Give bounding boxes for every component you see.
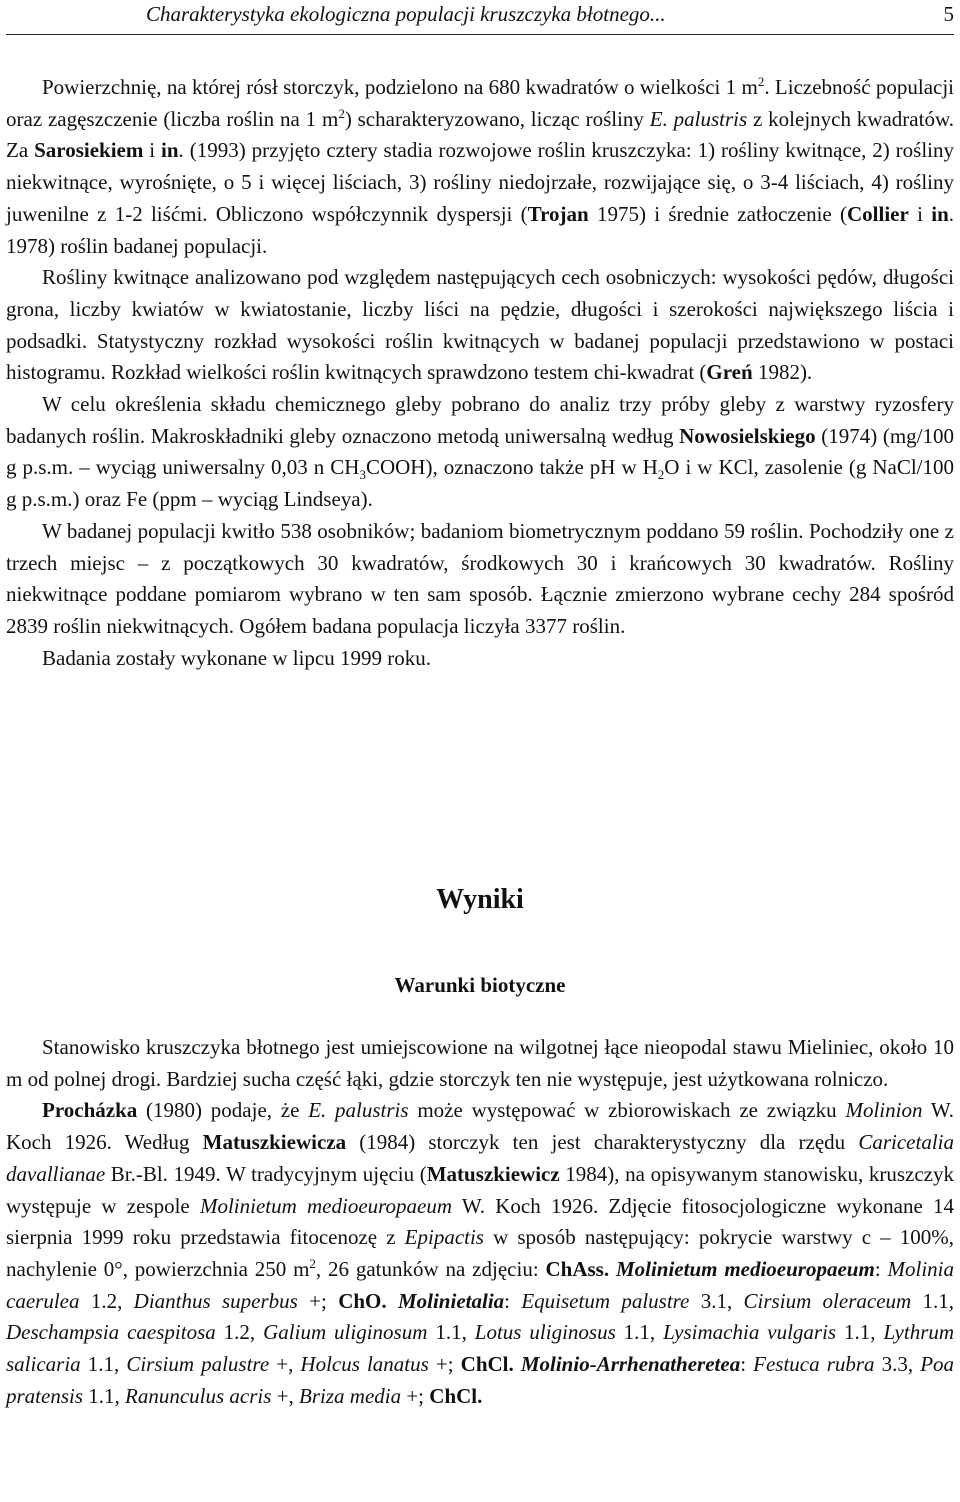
text-run: COOH), oznaczono także pH w H (365, 455, 658, 480)
text-run: ChCl. (460, 1352, 514, 1377)
methods-paragraph-3 (6, 389, 954, 516)
text-run: : (874, 1256, 888, 1281)
text-run: . 1978) roślin badanej populacji. (6, 201, 954, 258)
text-run: 1.2, (215, 1320, 264, 1345)
text-run: Poa pratensis (6, 1352, 955, 1408)
text-run: Holcus lanatus (300, 1352, 429, 1377)
methods-paragraph-2 (6, 262, 954, 389)
text-run: Br.-Bl. 1949. W tradycyjnym ujęciu ( (105, 1161, 427, 1186)
text-run: ChAss. (545, 1256, 610, 1281)
text-run (514, 1352, 521, 1376)
text-run (387, 1289, 398, 1313)
text-run: 1975) i średnie zatłoczenie ( (588, 201, 848, 226)
text-run: Badania zostały wykonane w lipcu 1999 roku. (42, 645, 431, 670)
methods-section (6, 72, 954, 674)
text-run: Ranunculus acris (125, 1383, 272, 1408)
text-run: 1.1, (911, 1288, 955, 1313)
text-run: Matuszkiewicza (202, 1130, 347, 1155)
text-run: Greń (706, 360, 753, 385)
text-run: 2 (657, 467, 665, 483)
page-number: 5 (943, 2, 954, 26)
section-title-results: Wyniki (436, 884, 524, 915)
text-run: +; (428, 1352, 461, 1377)
subsection-title-biotic: Warunki biotyczne (394, 973, 566, 997)
text-run: (1984) storczyk ten jest charakterystyczny dla rzędu (346, 1130, 859, 1155)
text-run: Stanowisko kruszczyka błotnego jest umiejscowione na wilgotnej łące nieopodal stawu Mieliniec, około 10 m od polnej drogi. Bardziej sucha część łąki, gdzie storczyk ten nie występuje, jest użytkowana rolniczo. (6, 1035, 954, 1091)
text-run: 3.1, (689, 1288, 744, 1313)
text-run: Lysimachia vulgaris (663, 1320, 837, 1345)
text-run: Rośliny kwitnące analizowano pod względem następujących cech osobniczych: wysokości pędów, długości grona, liczby kwiatów w kwiatostanie, liczby liści na pędzie, długości i szerokości największego liścia i podsadki. Statystyczny rozkład wysokości roślin kwitnących w badanej populacji przedstawiono w postaci histogramu. Rozkład wielkości roślin kwitnących sprawdzono testem chi-kwadrat ( (6, 265, 954, 385)
text-run: Epipactis (404, 1225, 484, 1250)
text-run: Molinia caerulea (6, 1256, 955, 1313)
text-run: in (161, 138, 179, 163)
text-run: : (740, 1352, 754, 1377)
text-run: . Liczebność populacji oraz zagęszczenie (liczba roślin na 1 m (6, 75, 954, 131)
text-run: Matuszkiewicz (426, 1161, 560, 1186)
text-run: Powierzchnię, na której rósł storczyk, podzielono na 680 kwadratów o wielkości 1 m (42, 75, 758, 99)
text-run: +, (271, 1383, 300, 1408)
methods-paragraph-5 (6, 643, 954, 675)
text-run: +; (297, 1288, 339, 1313)
text-run: 3 (359, 467, 366, 483)
text-run: Collier (847, 201, 909, 226)
text-run: 3.3, (874, 1352, 921, 1377)
text-run: E. palustris (649, 106, 748, 131)
text-run: Briza media (299, 1383, 402, 1408)
text-run: ) scharakteryzowano, licząc rośliny (344, 106, 650, 131)
text-run: 2 (338, 105, 345, 121)
text-run: Cirsium palustre (126, 1352, 270, 1377)
text-run: 1.1, (80, 1352, 127, 1377)
text-run: +; (401, 1383, 430, 1408)
text-run: E. palustris (308, 1098, 409, 1123)
text-run: : (504, 1288, 522, 1313)
results-paragraph-1 (6, 1032, 954, 1095)
running-title: Charakterystyka ekologiczna populacji kruszczyka błotnego... (146, 2, 666, 26)
text-run: 1.1, (83, 1383, 126, 1408)
text-run: ChO. (338, 1288, 387, 1313)
text-run: Trojan (527, 201, 589, 226)
text-run: Molinietum medioeuropaeum (615, 1256, 875, 1281)
text-run: Lythrum salicaria (6, 1320, 955, 1377)
text-run: (1974) (mg/100 g p.s.m. – wyciąg uniwersalny 0,03 n CH (6, 423, 954, 480)
text-run: 1984), na opisywanym stanowisku, kruszczyk występuje w zespole (6, 1161, 954, 1218)
text-run: Galium uliginosum (263, 1320, 428, 1345)
text-run: Lotus uliginosus (474, 1320, 616, 1345)
text-run: Equisetum palustre (521, 1288, 690, 1313)
text-run: Molinietum medioeuropaeum (199, 1193, 453, 1218)
text-run: . (1993) przyjęto cztery stadia rozwojowe roślin kruszczyka: 1) rośliny kwitnące, 2) rośliny niekwitnące, wyrośnięte, o 5 i więcej liściach, 3) rośliny niedojrzałe, rozwijające się, o 3-4 liściach, 4) rośliny juwenilne z 1-2 liśćmi. Obliczono współczynnik dyspersji ( (6, 138, 954, 226)
text-run: Molinietalia (397, 1288, 505, 1313)
text-run: ChCl. (429, 1383, 483, 1408)
text-run: 1.1, (836, 1320, 884, 1345)
text-run: Dianthus superbus (133, 1288, 298, 1313)
text-run: 2 (309, 1255, 316, 1271)
text-run: Festuca rubra (753, 1352, 875, 1377)
text-run: i (143, 138, 162, 163)
text-run: Procházka (42, 1098, 138, 1123)
text-run: może występować w zbiorowiskach ze związku (408, 1098, 846, 1123)
results-paragraph-2 (6, 1095, 954, 1412)
text-run: (1980) podaje, że (137, 1098, 309, 1123)
text-run: W badanej populacji kwitło 538 osobników; badaniom biometrycznym poddano 59 roślin. Pochodziły one z trzech miejsc – z początkowych 30 kwadratów, środkowych 30 i krańcowych 30 kwadratów. Rośliny niekwitnące poddane pomiarom wybrano w ten sam sposób. Łącznie zmierzono wybrane cechy 284 spośród 2839 roślin niekwitnących. Ogółem badana populacja liczyła 3377 roślin. (6, 518, 954, 638)
text-run: w sposób następujący: pokrycie warstwy c – 100%, nachylenie 0°, powierzchnia 250 m (6, 1225, 954, 1281)
text-run: , 26 gatunków na zdjęciu: (315, 1256, 546, 1281)
text-run: Deschampsia caespitosa (6, 1320, 216, 1345)
text-run: Cirsium oleraceum (743, 1288, 912, 1313)
methods-paragraph-1 (6, 72, 954, 262)
text-run: +, (269, 1352, 301, 1377)
text-run: i (908, 201, 932, 226)
text-run (609, 1257, 616, 1281)
text-run: 1.1, (427, 1320, 475, 1345)
text-run: 1982). (752, 360, 813, 385)
text-run: W. Koch 1926. Zdjęcie fitosocjologiczne wykonane 14 sierpnia 1999 roku przedstawia fitocenozę z (6, 1193, 955, 1250)
text-run: Caricetalia davallianae (6, 1130, 954, 1186)
methods-paragraph-4 (6, 516, 954, 643)
text-run: in (931, 201, 949, 226)
text-run: z kolejnych kwadratów. Za (6, 106, 954, 163)
text-run: 1.2, (79, 1288, 134, 1313)
results-section (6, 1032, 954, 1412)
running-header (146, 2, 954, 26)
text-run: 1.1, (615, 1320, 664, 1345)
text-run: Molinion (845, 1098, 923, 1123)
text-run: O i w KCl, zasolenie (g NaCl/100 g p.s.m.) oraz Fe (ppm – wyciąg Lindseya). (6, 455, 954, 512)
text-run: Sarosiekiem (34, 138, 144, 163)
text-run: W. Koch 1926. Według (6, 1098, 954, 1155)
text-run: W celu określenia składu chemicznego gleby pobrano do analiz trzy próby gleby z warstwy ryzosfery badanych roślin. Makroskładniki gleby oznaczono metodą uniwersalną według (6, 392, 954, 448)
text-run: Nowosielskiego (679, 423, 816, 448)
text-run: Molinio-Arrhenatheretea (520, 1352, 741, 1377)
text-run: 2 (757, 74, 765, 89)
header-rule (6, 34, 954, 35)
